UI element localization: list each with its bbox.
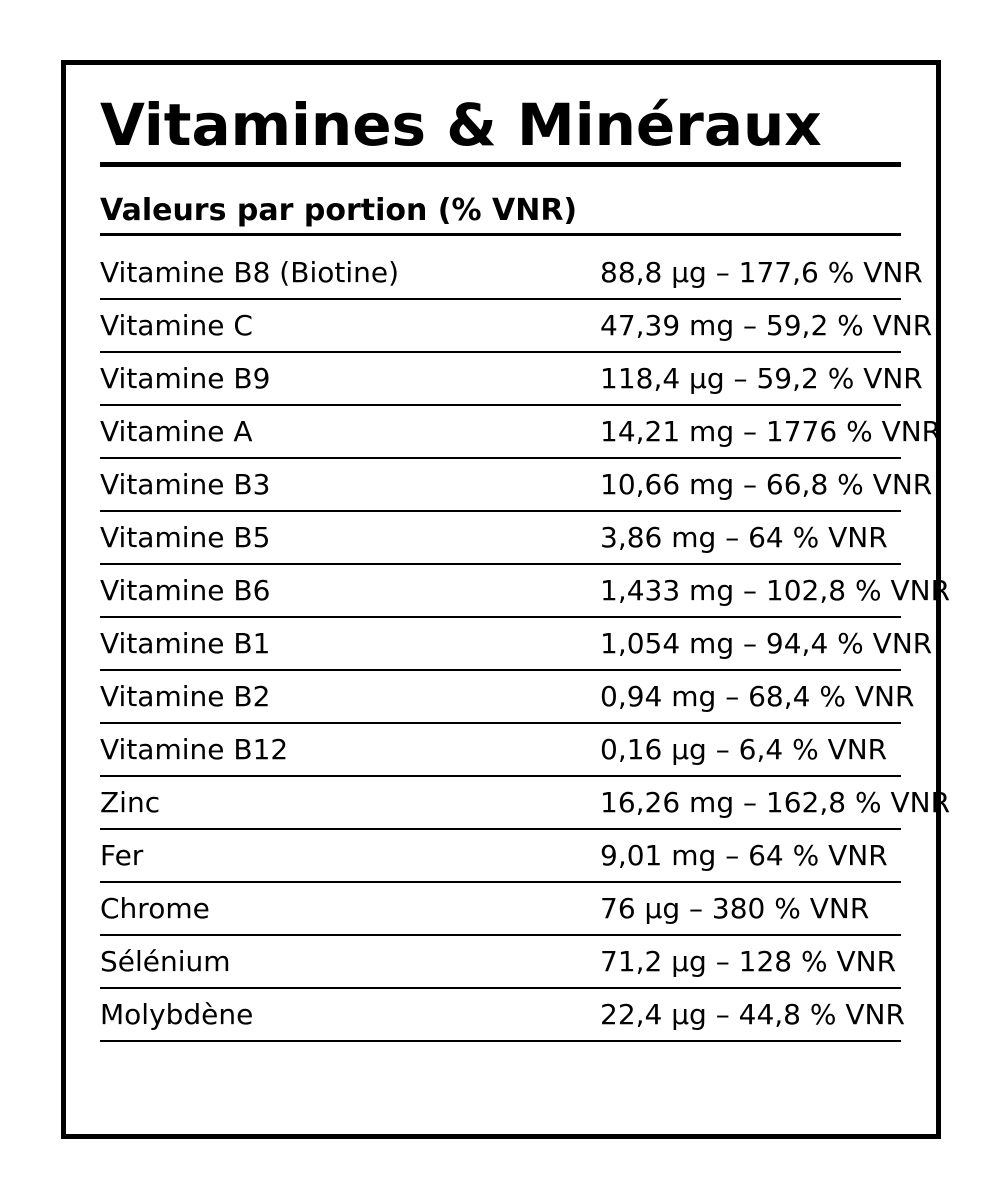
nutrient-name: Vitamine B9: [100, 362, 271, 395]
nutrient-value: 10,66 mg – 66,8 % VNR: [600, 468, 933, 501]
nutrient-name: Molybdène: [100, 998, 254, 1031]
nutrient-table: [100, 247, 951, 1042]
nutrient-name: Vitamine C: [100, 309, 253, 342]
nutrient-name: Vitamine B2: [100, 680, 271, 713]
nutrient-value: 0,94 mg – 68,4 % VNR: [600, 680, 915, 713]
nutrient-name: Vitamine B1: [100, 627, 271, 660]
nutrient-name: Fer: [100, 839, 144, 872]
nutrient-row: [100, 353, 923, 406]
nutrient-row: [100, 936, 901, 989]
nutrient-value: 47,39 mg – 59,2 % VNR: [600, 309, 933, 342]
nutrient-row: [100, 512, 901, 565]
nutrient-value: 118,4 µg – 59,2 % VNR: [600, 362, 923, 395]
nutrient-value: 1,433 mg – 102,8 % VNR: [600, 574, 951, 607]
panel-title: Vitamines & Minéraux: [100, 91, 822, 159]
nutrient-row: [100, 459, 933, 512]
subtitle-divider: [100, 233, 901, 236]
nutrient-value: 16,26 mg – 162,8 % VNR: [600, 786, 951, 819]
nutrient-value: 14,21 mg – 1776 % VNR: [600, 415, 942, 448]
nutrient-value: 88,8 µg – 177,6 % VNR: [600, 256, 923, 289]
nutrient-row: [100, 883, 901, 936]
nutrient-name: Vitamine B5: [100, 521, 271, 554]
nutrient-value: 1,054 mg – 94,4 % VNR: [600, 627, 933, 660]
nutrient-value: 22,4 µg – 44,8 % VNR: [600, 998, 905, 1031]
nutrient-name: Sélénium: [100, 945, 231, 978]
nutrient-row: [100, 247, 923, 300]
nutrient-row: [100, 406, 942, 459]
nutrient-name: Chrome: [100, 892, 210, 925]
nutrient-value: 9,01 mg – 64 % VNR: [600, 839, 888, 872]
nutrient-row: [100, 300, 933, 353]
nutrient-row: [100, 989, 905, 1042]
title-divider: [100, 162, 901, 167]
nutrient-name: Vitamine A: [100, 415, 253, 448]
nutrient-value: 76 µg – 380 % VNR: [600, 892, 870, 925]
nutrient-name: Vitamine B12: [100, 733, 289, 766]
nutrient-name: Vitamine B6: [100, 574, 271, 607]
nutrient-value: 0,16 µg – 6,4 % VNR: [600, 733, 888, 766]
nutrient-value: 71,2 µg – 128 % VNR: [600, 945, 897, 978]
nutrient-row: [100, 671, 915, 724]
nutrient-row: [100, 565, 951, 618]
nutrient-row: [100, 777, 951, 830]
nutrient-value: 3,86 mg – 64 % VNR: [600, 521, 888, 554]
nutrient-row: [100, 830, 901, 883]
nutrient-name: Vitamine B3: [100, 468, 271, 501]
nutrient-name: Vitamine B8 (Biotine): [100, 256, 400, 289]
nutrient-row: [100, 724, 901, 777]
nutrient-row: [100, 618, 933, 671]
panel-subtitle: Valeurs par portion (% VNR): [100, 193, 578, 228]
nutrient-name: Zinc: [100, 786, 161, 819]
